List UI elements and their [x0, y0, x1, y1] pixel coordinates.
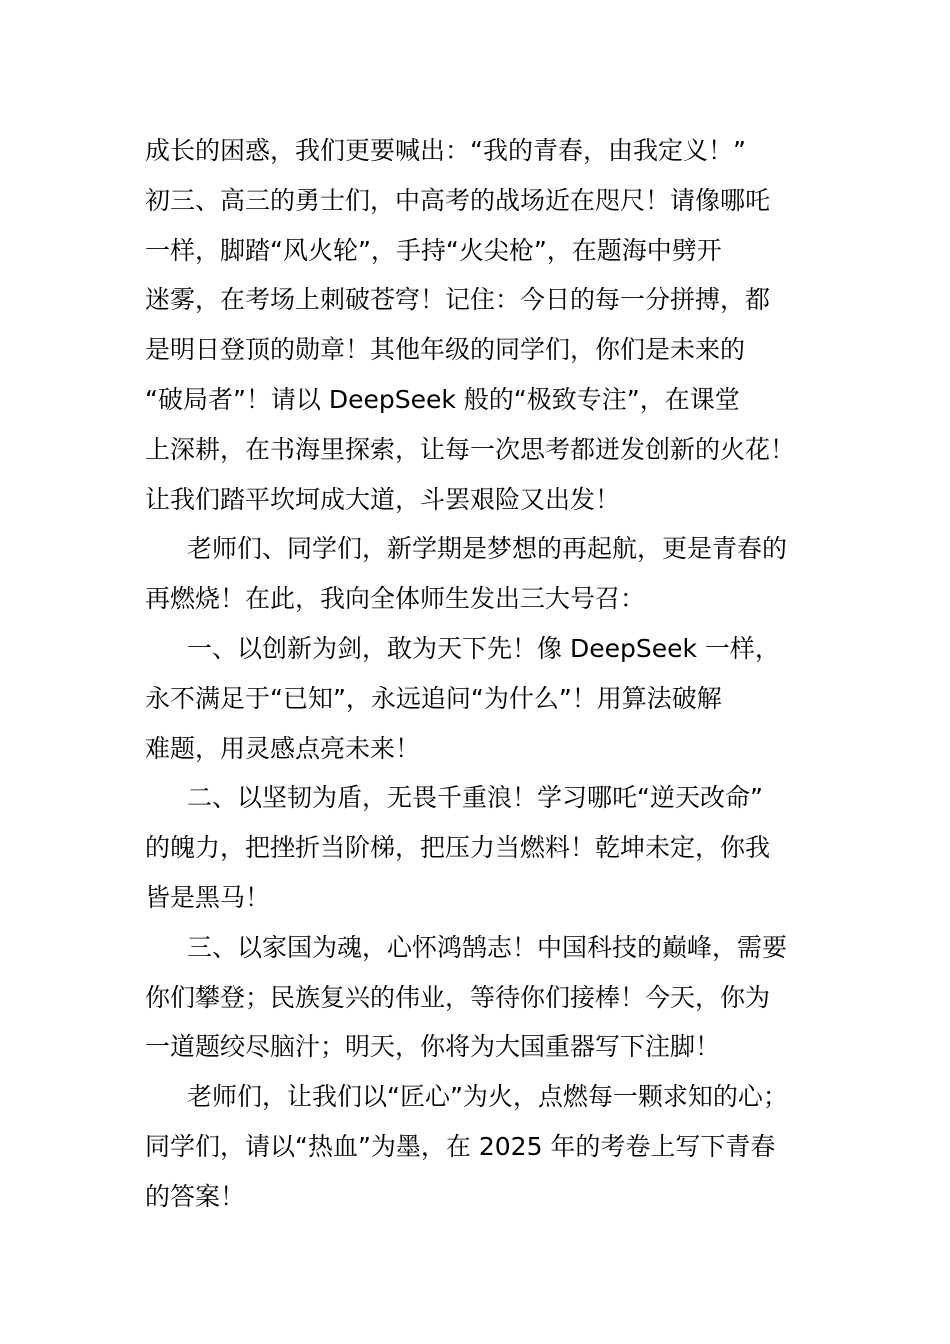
- text-line: 再燃烧！在此，我向全体师生发出三大号召：: [145, 584, 646, 614]
- paragraph-start-line: 老师们、同学们，新学期是梦想的再起航，更是青春的: [187, 534, 788, 564]
- text-line: 皆是黑马！: [145, 882, 271, 912]
- paragraph-start-line: 二、以坚韧为盾，无畏千重浪！学习哪吒“逆天改命”: [187, 783, 763, 813]
- text-line: 同学们，请以“热血”为墨，在 2025 年的考卷上写下青春: [145, 1131, 776, 1161]
- text-line: 永不满足于“已知”，永远追问“为什么”！用算法破解: [145, 683, 722, 713]
- text-line: 的答案！: [145, 1181, 246, 1211]
- text-line: 迷雾，在考场上刺破苍穹！记住：今日的每一分拼搏，都: [145, 285, 771, 315]
- text-line: 让我们踏平坎坷成大道，斗罢艰险又出发！: [145, 484, 621, 514]
- paragraph-start-line: 三、以家国为魂，心怀鸿鹄志！中国科技的巅峰，需要: [187, 932, 788, 962]
- text-line: 初三、高三的勇士们，中高考的战场近在咫尺！请像哪吒: [145, 185, 771, 215]
- text-line: 一道题绞尽脑汁；明天，你将为大国重器写下注脚！: [145, 1032, 721, 1062]
- paragraph-start-line: 一、以创新为剑，敢为天下先！像 DeepSeek 一样，: [187, 633, 780, 663]
- paragraph-start-line: 老师们，让我们以“匠心”为火，点燃每一颗求知的心；: [187, 1082, 788, 1112]
- text-line: 上深耕，在书海里探索，让每一次思考都迸发创新的火花！: [145, 434, 796, 464]
- text-line: 是明日登顶的勋章！其他年级的同学们，你们是未来的: [145, 335, 746, 365]
- text-line: 成长的困惑，我们更要喊出：“我的青春，由我定义！”: [145, 136, 746, 165]
- text-line: 的魄力，把挫折当阶梯，把压力当燃料！乾坤未定，你我: [145, 833, 771, 863]
- text-line: 难题，用灵感点亮未来！: [145, 733, 421, 763]
- document-body: [145, 126, 825, 1222]
- text-line: 一样，脚踏“风火轮”，手持“火尖枪”，在题海中劈开: [145, 235, 722, 265]
- text-line: “破局者”！请以 DeepSeek 般的“极致专注”，在课堂: [145, 384, 740, 414]
- text-line: 你们攀登；民族复兴的伟业，等待你们接棒！今天，你为: [145, 982, 771, 1012]
